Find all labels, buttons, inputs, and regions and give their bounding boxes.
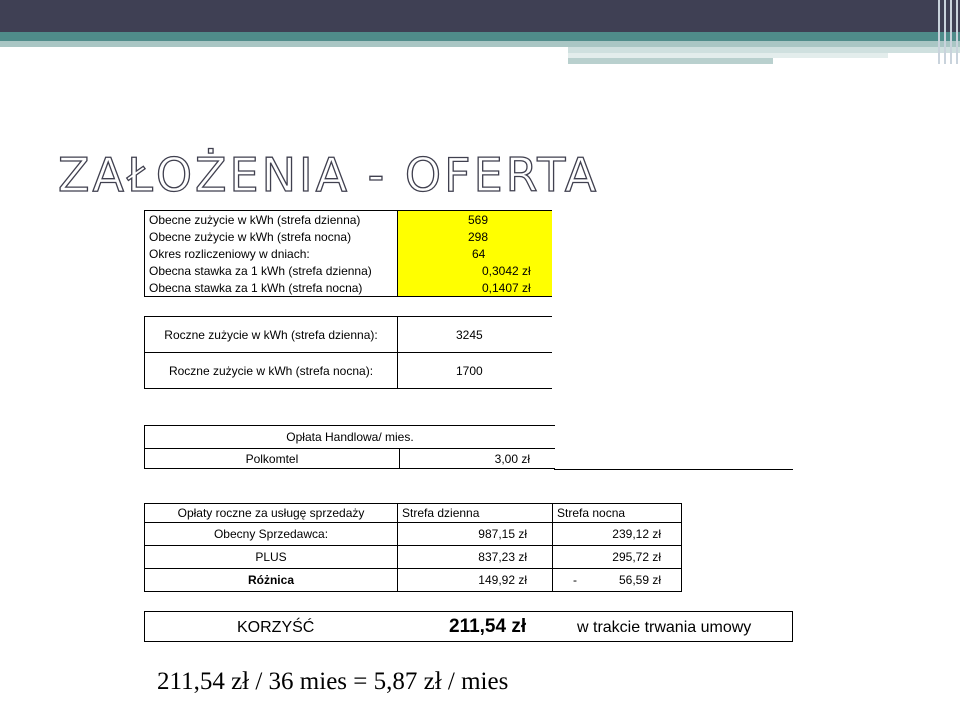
- row-label: PLUS: [145, 546, 398, 569]
- table-row: [145, 546, 682, 569]
- header-decoration-stripes: [934, 0, 960, 64]
- assumption-value: 569: [398, 211, 553, 229]
- assumption-label: Obecna stawka za 1 kWh (strefa nocna): [145, 279, 398, 297]
- trade-fee-label: Polkomtel: [145, 449, 400, 469]
- header-band-dark: [0, 0, 960, 32]
- row-label: Obecny Sprzedawca:: [145, 523, 398, 546]
- trade-fee-value: 3,00 zł: [399, 449, 555, 469]
- assumption-value: 0,3042 zł: [398, 262, 553, 279]
- annual-usage-value: 3245: [398, 317, 553, 353]
- assumption-value: 0,1407 zł: [398, 279, 553, 297]
- table-row-difference: [145, 569, 682, 592]
- sales-fees-table: [144, 503, 682, 592]
- trade-fee-table: [144, 425, 555, 469]
- annual-usage-label: Roczne zużycie w kWh (strefa nocna):: [145, 353, 398, 389]
- assumption-value: 298: [398, 228, 553, 245]
- table-row: [145, 317, 553, 353]
- assumption-value: 64: [398, 245, 553, 262]
- benefit-box: [144, 611, 793, 642]
- header-band-teal: [0, 32, 960, 41]
- assumptions-table: [144, 210, 552, 297]
- annual-usage-label: Roczne zużycie w kWh (strefa dzienna):: [145, 317, 398, 353]
- night-value: 56,59 zł: [618, 573, 661, 587]
- night-diff-cell: [553, 569, 682, 592]
- table-row: [145, 523, 682, 546]
- night-value: 239,12 zł: [553, 523, 682, 546]
- day-value: 987,15 zł: [398, 523, 553, 546]
- annual-usage-table: [144, 316, 552, 389]
- header-band-light-4: [568, 58, 773, 64]
- benefit-value: 211,54 zł: [449, 616, 527, 637]
- table-row: [145, 449, 556, 469]
- row-label: Różnica: [145, 569, 398, 592]
- assumption-label: Obecne zużycie w kWh (strefa dzienna): [145, 211, 398, 229]
- table-row: [145, 426, 556, 449]
- minus-sign: -: [573, 573, 577, 587]
- benefit-label: KORZYŚĆ: [237, 619, 315, 636]
- table-row: [145, 353, 553, 389]
- assumption-label: Obecne zużycie w kWh (strefa nocna): [145, 228, 398, 245]
- table-row: [145, 228, 553, 245]
- table-row: [145, 279, 553, 297]
- divider-line: [554, 469, 793, 470]
- trade-fee-header: Opłata Handlowa/ mies.: [145, 426, 556, 449]
- table-header-row: [145, 504, 682, 523]
- table-row: [145, 262, 553, 279]
- annual-usage-value: 1700: [398, 353, 553, 389]
- table-row: [145, 211, 553, 229]
- monthly-benefit-formula: 211,54 zł / 36 mies = 5,87 zł / mies: [157, 668, 509, 695]
- night-value: 295,72 zł: [553, 546, 682, 569]
- column-header: Strefa dzienna: [398, 504, 553, 523]
- column-header: Opłaty roczne za usługę sprzedaży: [145, 504, 398, 523]
- benefit-description: w trakcie trwania umowy: [577, 619, 752, 636]
- assumption-label: Okres rozliczeniowy w dniach:: [145, 245, 398, 262]
- day-value: 837,23 zł: [398, 546, 553, 569]
- slide-title: ZAŁOŻENIA - OFERTA: [58, 148, 600, 202]
- day-value: 149,92 zł: [398, 569, 553, 592]
- assumption-label: Obecna stawka za 1 kWh (strefa dzienna): [145, 262, 398, 279]
- column-header: Strefa nocna: [553, 504, 682, 523]
- table-row: [145, 245, 553, 262]
